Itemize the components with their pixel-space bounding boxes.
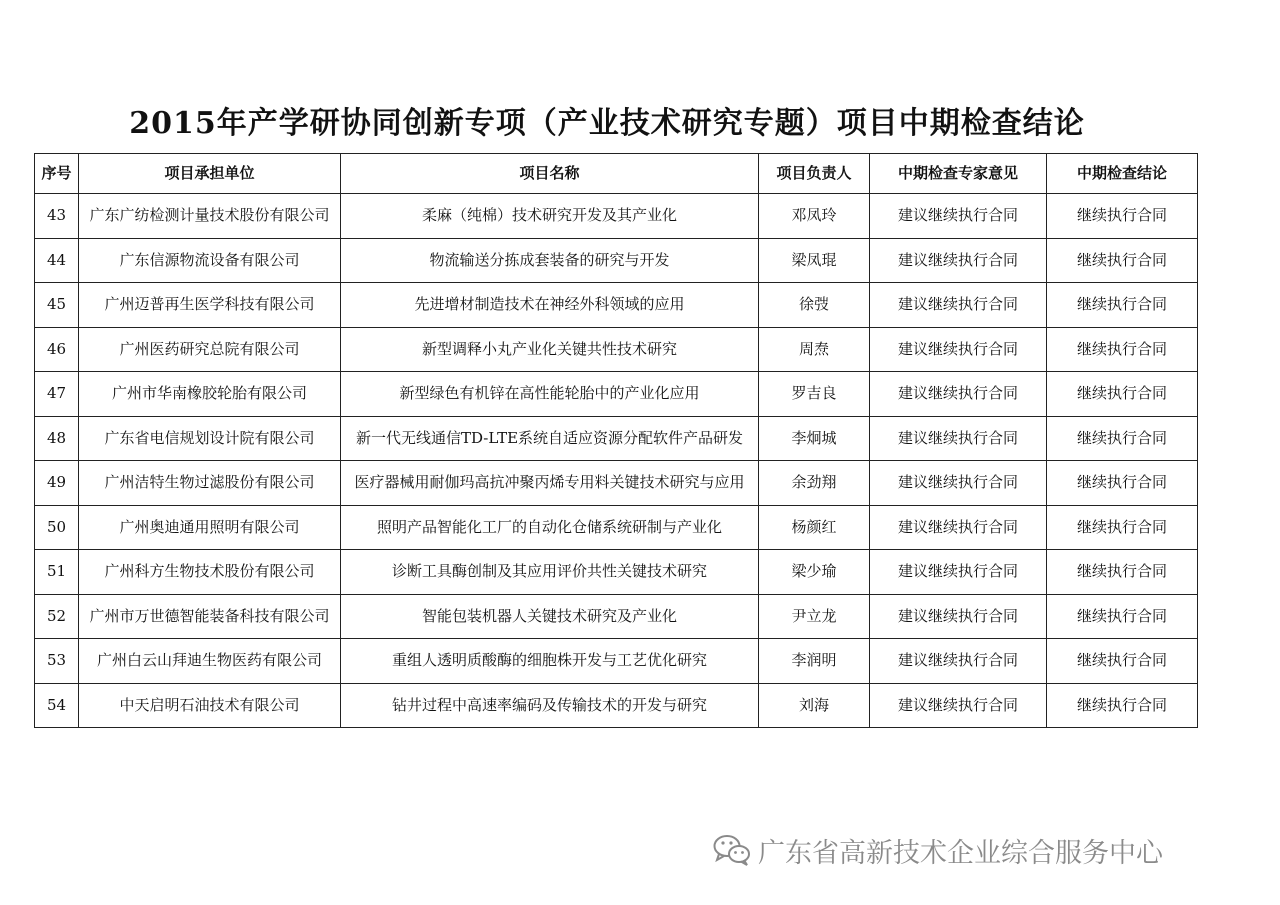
cell-opinion: 建议继续执行合同: [870, 194, 1047, 239]
cell-project: 新型调释小丸产业化关键共性技术研究: [341, 327, 759, 372]
cell-project: 物流输送分拣成套装备的研究与开发: [341, 238, 759, 283]
cell-project: 智能包装机器人关键技术研究及产业化: [341, 594, 759, 639]
table-row: [35, 238, 1198, 283]
cell-project: 诊断工具酶创制及其应用评价共性关键技术研究: [341, 550, 759, 595]
cell-opinion: 建议继续执行合同: [870, 594, 1047, 639]
header-conclusion: 中期检查结论: [1047, 154, 1198, 194]
cell-unit: 广州市万世德智能装备科技有限公司: [79, 594, 341, 639]
cell-unit: 广东广纺检测计量技术股份有限公司: [79, 194, 341, 239]
watermark: [712, 830, 1163, 870]
cell-opinion: 建议继续执行合同: [870, 327, 1047, 372]
table-row: [35, 594, 1198, 639]
cell-no: 54: [35, 683, 79, 728]
table-row: [35, 683, 1198, 728]
cell-leader: 周焘: [759, 327, 870, 372]
cell-project: 照明产品智能化工厂的自动化仓储系统研制与产业化: [341, 505, 759, 550]
table-row: [35, 372, 1198, 417]
cell-leader: 杨颜红: [759, 505, 870, 550]
header-project: 项目名称: [341, 154, 759, 194]
watermark-text: 广东省高新技术企业综合服务中心: [758, 837, 1163, 869]
cell-conclusion: 继续执行合同: [1047, 461, 1198, 506]
cell-conclusion: 继续执行合同: [1047, 639, 1198, 684]
cell-project: 新型绿色有机锌在高性能轮胎中的产业化应用: [341, 372, 759, 417]
cell-opinion: 建议继续执行合同: [870, 283, 1047, 328]
cell-opinion: 建议继续执行合同: [870, 550, 1047, 595]
table-header-row: [35, 154, 1198, 194]
cell-leader: 刘海: [759, 683, 870, 728]
cell-conclusion: 继续执行合同: [1047, 416, 1198, 461]
cell-unit: 广州洁特生物过滤股份有限公司: [79, 461, 341, 506]
cell-project: 钻井过程中高速率编码及传输技术的开发与研究: [341, 683, 759, 728]
cell-conclusion: 继续执行合同: [1047, 194, 1198, 239]
cell-opinion: 建议继续执行合同: [870, 238, 1047, 283]
cell-opinion: 建议继续执行合同: [870, 505, 1047, 550]
cell-unit: 广州市华南橡胶轮胎有限公司: [79, 372, 341, 417]
cell-leader: 尹立龙: [759, 594, 870, 639]
cell-conclusion: 继续执行合同: [1047, 550, 1198, 595]
cell-unit: 中天启明石油技术有限公司: [79, 683, 341, 728]
cell-conclusion: 继续执行合同: [1047, 327, 1198, 372]
cell-leader: 梁凤琨: [759, 238, 870, 283]
cell-unit: 广东信源物流设备有限公司: [79, 238, 341, 283]
table-row: [35, 283, 1198, 328]
cell-leader: 李炯城: [759, 416, 870, 461]
header-no: 序号: [35, 154, 79, 194]
cell-unit: 广州白云山拜迪生物医药有限公司: [79, 639, 341, 684]
document-title: 2015年产学研协同创新专项（产业技术研究专题）项目中期检查结论: [129, 106, 1085, 141]
cell-opinion: 建议继续执行合同: [870, 416, 1047, 461]
cell-conclusion: 继续执行合同: [1047, 505, 1198, 550]
cell-no: 45: [35, 283, 79, 328]
cell-project: 柔麻（纯棉）技术研究开发及其产业化: [341, 194, 759, 239]
cell-opinion: 建议继续执行合同: [870, 683, 1047, 728]
cell-leader: 邓凤玲: [759, 194, 870, 239]
cell-unit: 广州迈普再生医学科技有限公司: [79, 283, 341, 328]
table-row: [35, 639, 1198, 684]
cell-unit: 广东省电信规划设计院有限公司: [79, 416, 341, 461]
cell-conclusion: 继续执行合同: [1047, 283, 1198, 328]
cell-no: 53: [35, 639, 79, 684]
table-row: [35, 327, 1198, 372]
cell-no: 48: [35, 416, 79, 461]
cell-project: 先进增材制造技术在神经外科领域的应用: [341, 283, 759, 328]
cell-project: 医疗器械用耐伽玛高抗冲聚丙烯专用料关键技术研究与应用: [341, 461, 759, 506]
cell-project: 重组人透明质酸酶的细胞株开发与工艺优化研究: [341, 639, 759, 684]
cell-leader: 余劲翔: [759, 461, 870, 506]
table-row: [35, 194, 1198, 239]
cell-no: 50: [35, 505, 79, 550]
cell-no: 52: [35, 594, 79, 639]
cell-no: 51: [35, 550, 79, 595]
cell-no: 46: [35, 327, 79, 372]
results-table: [34, 153, 1198, 728]
cell-unit: 广州医药研究总院有限公司: [79, 327, 341, 372]
cell-opinion: 建议继续执行合同: [870, 372, 1047, 417]
cell-conclusion: 继续执行合同: [1047, 594, 1198, 639]
header-opinion: 中期检查专家意见: [870, 154, 1047, 194]
cell-unit: 广州奥迪通用照明有限公司: [79, 505, 341, 550]
cell-no: 47: [35, 372, 79, 417]
table-row: [35, 461, 1198, 506]
cell-no: 49: [35, 461, 79, 506]
wechat-icon: [712, 833, 752, 867]
cell-leader: 梁少瑜: [759, 550, 870, 595]
cell-conclusion: 继续执行合同: [1047, 372, 1198, 417]
cell-leader: 李润明: [759, 639, 870, 684]
cell-leader: 罗吉良: [759, 372, 870, 417]
cell-opinion: 建议继续执行合同: [870, 639, 1047, 684]
cell-no: 44: [35, 238, 79, 283]
table-row: [35, 416, 1198, 461]
table-row: [35, 505, 1198, 550]
header-leader: 项目负责人: [759, 154, 870, 194]
cell-leader: 徐弢: [759, 283, 870, 328]
cell-project: 新一代无线通信TD-LTE系统自适应资源分配软件产品研发: [341, 416, 759, 461]
table-row: [35, 550, 1198, 595]
cell-conclusion: 继续执行合同: [1047, 683, 1198, 728]
cell-conclusion: 继续执行合同: [1047, 238, 1198, 283]
cell-opinion: 建议继续执行合同: [870, 461, 1047, 506]
header-unit: 项目承担单位: [79, 154, 341, 194]
cell-no: 43: [35, 194, 79, 239]
cell-unit: 广州科方生物技术股份有限公司: [79, 550, 341, 595]
